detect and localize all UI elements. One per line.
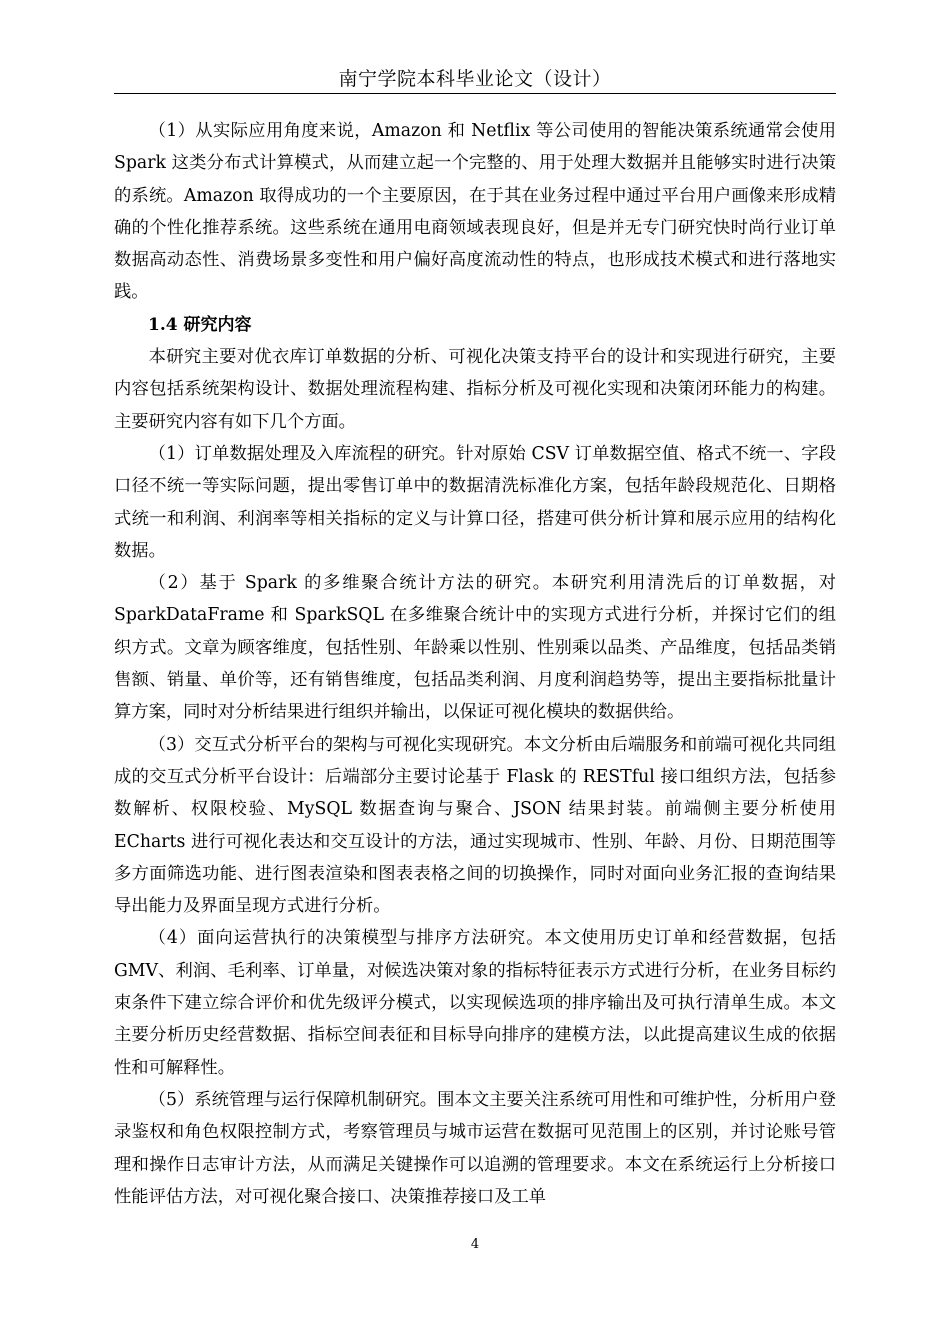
page-number: 4: [470, 1237, 480, 1252]
paragraph-item-1-data-processing: （1）订单数据处理及入库流程的研究。针对原始 CSV 订单数据空值、格式不统一、字段口径不统一等实际问题，提出零售订单中的数据清洗标准化方案，包括年龄段规范化、日期格式统一和利润、利润率等相关指标的定义与计算口径，搭建可供分析计算和展示应用的结构化数据。: [114, 443, 836, 561]
page-header-title: 南宁学院本科毕业论文（设计）: [338, 68, 612, 90]
section-heading-1-4: 1.4 研究内容: [148, 314, 252, 335]
page-body: [114, 115, 836, 1213]
paragraph-item-2-spark-aggregation: （2）基于 Spark 的多维聚合统计方法的研究。本研究利用清洗后的订单数据，对 SparkDataFrame 和 SparkSQL 在多维聚合统计中的实现方式进行分析，并探讨它们的组织方式。文章为顾客维度，包括性别、年龄乘以性别、性别乘以品类、产品维度，包括品类销售额、销量、单价等，还有销售维度，包括品类利润、月度利润趋势等，提出主要指标批量计算方案，同时对分析结果进行组织并输出，以保证可视化模块的数据供给。: [114, 573, 836, 723]
paragraph-amazon-netflix: （1）从实际应用角度来说，Amazon 和 Netflix 等公司使用的智能决策系统通常会使用 Spark 这类分布式计算模式，从而建立起一个完整的、用于处理大数据并且能够实时进行决策的系统。Amazon 取得成功的一个主要原因，在于其在业务过程中通过平台用户画像来形成精确的个性化推荐系统。这些系统在通用电商领域表现良好，但是并无专门研究快时尚行业订单数据高动态性、消费场景多变性和用户偏好高度流动性的特点，也形成技术模式和进行落地实践。: [114, 121, 836, 303]
paragraph-item-5-system-management: （5）系统管理与运行保障机制研究。围本文主要关注系统可用性和可维护性，分析用户登录鉴权和角色权限控制方式，考察管理员与城市运营在数据可见范围上的区别，并讨论账号管理和操作日志审计方法，从而满足关键操作可以追溯的管理要求。本文在系统运行上分析接口性能评估方法，对可视化聚合接口、决策推荐接口及工单: [114, 1089, 836, 1207]
paragraph-item-3-visualization-platform: （3）交互式分析平台的架构与可视化实现研究。本文分析由后端服务和前端可视化共同组成的交互式分析平台设计：后端部分主要讨论基于 Flask 的 RESTful 接口组织方法，包括参数解析、权限校验、MySQL 数据查询与聚合、JSON 结果封装。前端侧主要分析使用 ECharts 进行可视化表达和交互设计的方法，通过实现城市、性别、年龄、月份、日期范围等多方面筛选功能、进行图表渲染和图表表格之间的切换操作，同时对面向业务汇报的查询结果导出能力及界面呈现方式进行分析。: [114, 734, 836, 917]
header-rule: [114, 93, 836, 94]
paragraph-research-overview: 本研究主要对优衣库订单数据的分析、可视化决策支持平台的设计和实现进行研究，主要内容包括系统架构设计、数据处理流程构建、指标分析及可视化实现和决策闭环能力的构建。主要研究内容有如下几个方面。: [114, 347, 836, 432]
paragraph-item-4-decision-model: （4）面向运营执行的决策模型与排序方法研究。本文使用历史订单和经营数据，包括 GMV、利润、毛利率、订单量，对候选决策对象的指标特征表示方式进行分析，在业务目标约束条件下建立综合评价和优先级评分模式，以实现候选项的排序输出及可执行清单生成。本文主要分析历史经营数据、指标空间表征和目标导向排序的建模方法，以此提高建议生成的依据性和可解释性。: [114, 928, 836, 1078]
